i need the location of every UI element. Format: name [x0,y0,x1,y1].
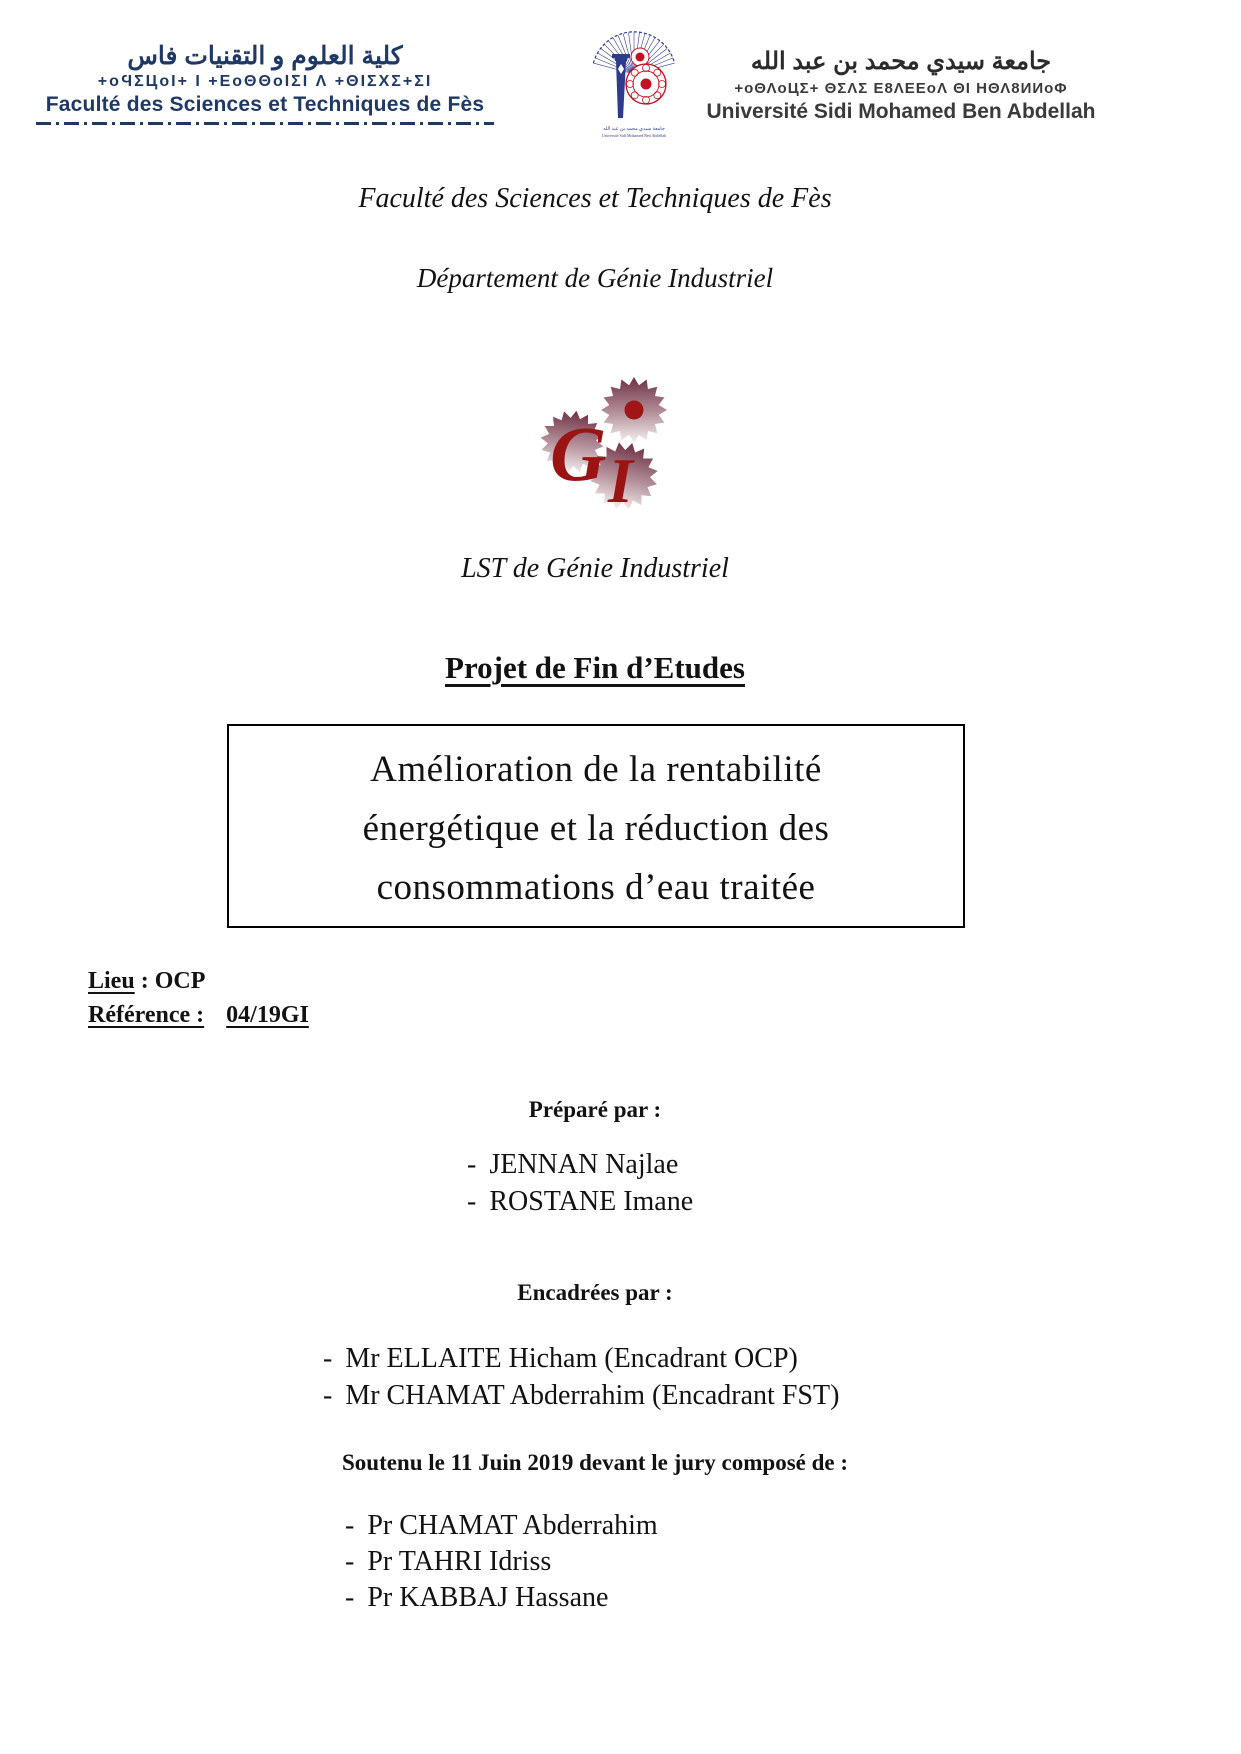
pfe-heading [25,650,1165,686]
lieu-value: OCP [154,968,206,994]
lst-line: LST de Génie Industriel [461,553,729,584]
usmba-tifinagh-name: +oΘΛoЦΣ+ ΘΣΛΣ Ε8ΛΕΕoΛ ΘI ΗΘΛ8ИИoΦ [734,80,1068,97]
project-title-box [227,724,965,928]
jury-list [345,1508,658,1616]
list-item [345,1508,658,1544]
fst-french-name: Faculté des Sciences et Techniques de Fès [45,93,485,116]
meta-block [88,964,309,1032]
prepared-list [467,1146,693,1220]
prepared-heading: Préparé par : [528,1097,662,1122]
emblem-caption-latin: Université Sidi Mohamed Ben Abdellah [601,133,667,138]
supervisor-item: Mr CHAMAT Abderrahim (Encadrant FST) [345,1380,840,1411]
lieu-sep: : [134,968,155,994]
lieu-line [88,964,309,998]
jury-item: Pr TAHRI Idriss [367,1546,552,1577]
project-title-line2: énergétique et la réduction des [362,808,830,849]
dash-bullet: - [467,1186,477,1217]
prepared-item: ROSTANE Imane [489,1186,694,1217]
list-item [467,1183,693,1220]
fst-dashed-rule [36,122,494,125]
emblem-caption-arabic: جامعة سيدي محمد بن عبد الله [603,127,665,132]
project-title-line1: Amélioration de la rentabilité [370,749,822,790]
usmba-french-name: Université Sidi Mohamed Ben Abdellah [706,100,1096,123]
list-item [323,1340,839,1377]
list-item [345,1580,658,1616]
supervisors-heading: Encadrées par : [517,1280,673,1305]
jury-heading: Soutenu le 11 Juin 2019 devant le jury composé de : [341,1450,849,1475]
list-item [467,1146,693,1183]
dash-bullet: - [323,1380,333,1411]
pfe-heading-text: Projet de Fin d’Etudes [445,650,745,685]
faculty-line: Faculté des Sciences et Techniques de Fès [358,183,832,214]
usmba-text-block [688,46,1114,124]
jury-item: Pr KABBAJ Hassane [367,1582,609,1613]
list-item [323,1377,839,1414]
lieu-label: Lieu [88,968,135,994]
dash-bullet: - [345,1546,355,1577]
list-item [345,1544,658,1580]
dash-bullet: - [345,1582,355,1613]
reference-value: 04/19GI [226,1002,309,1028]
reference-label: Référence : [88,1002,205,1028]
dash-bullet: - [467,1149,477,1180]
project-title-line3: consommations d’eau traitée [376,867,816,908]
prepared-item: JENNAN Najlae [489,1149,679,1180]
jury-item: Pr CHAMAT Abderrahim [367,1510,658,1541]
dash-bullet: - [323,1343,333,1374]
gi-letter-g: G [550,410,607,497]
emblem-rosette-icon [626,48,666,104]
supervisors-list [323,1340,839,1414]
fst-logo-block [36,40,494,125]
gi-department-logo-icon [534,376,672,508]
reference-line [88,998,309,1032]
dash-bullet: - [345,1510,355,1541]
fst-arabic-name: كلية العلوم و التقنيات فاس [127,42,403,70]
usmba-arabic-name: جامعة سيدي محمد بن عبد الله [750,48,1052,75]
supervisor-item: Mr ELLAITE Hicham (Encadrant OCP) [345,1343,798,1374]
fst-tifinagh-name: +oϤΣЦoI+ I +ΕoΘΘoIΣI Λ +ΘIΣΧΣ+ΣI [97,73,433,90]
usmba-emblem-icon [588,20,680,142]
department-line: Département de Génie Industriel [416,263,774,293]
gi-dot-icon [625,401,644,420]
gi-letter-i: I [608,445,633,508]
